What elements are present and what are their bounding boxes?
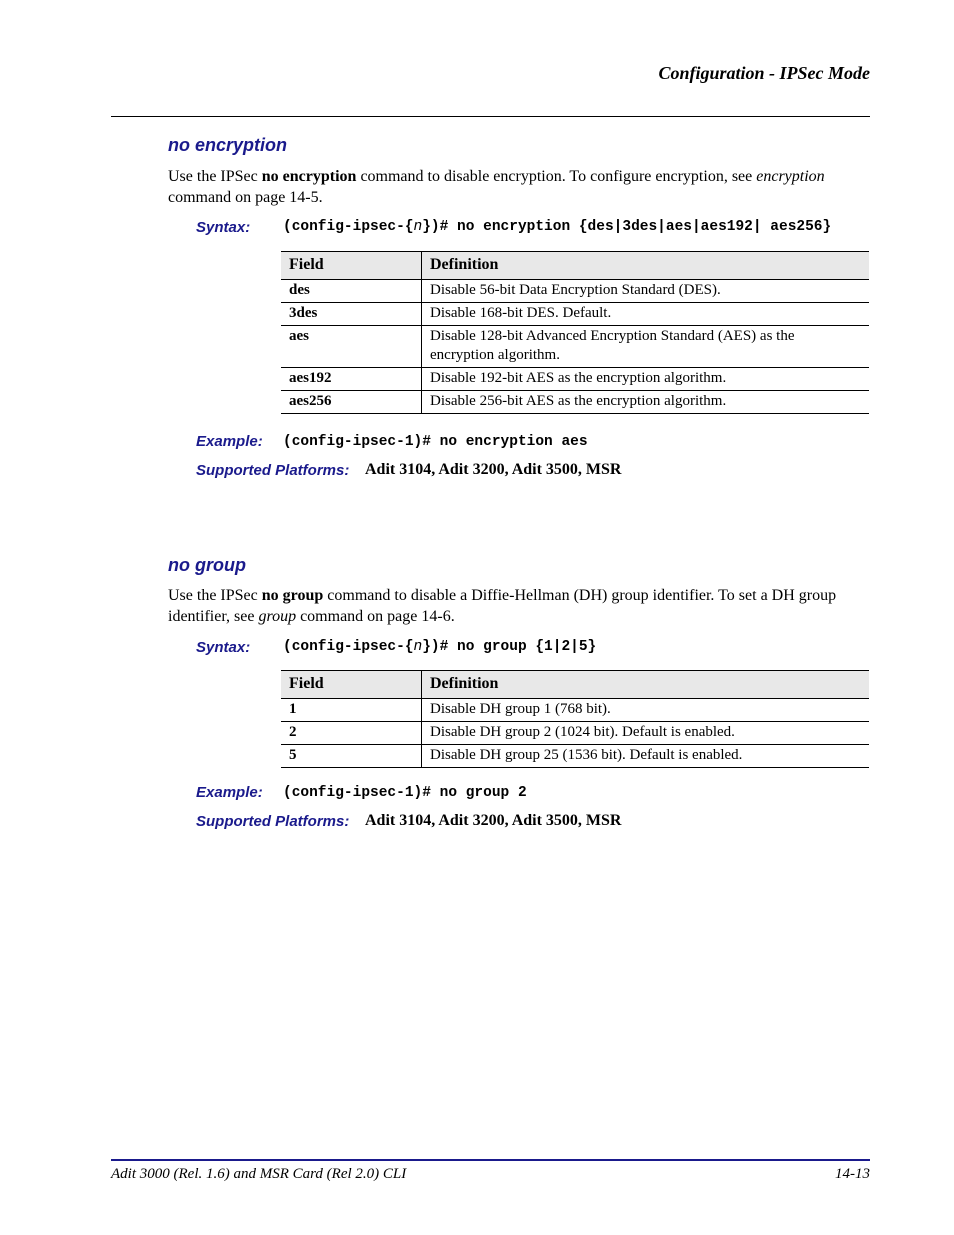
table-header-row [281,671,869,699]
table-cell-field: 5 [281,745,422,768]
intro-text: Use the IPSec [168,168,262,185]
footer-document-title: Adit 3000 (Rel. 1.6) and MSR Card (Rel 2.0) CLI [111,1166,407,1182]
section-title-no-encryption: no encryption [168,135,288,155]
field-definition-table-encryption [281,251,869,414]
table-cell-field: 3des [281,303,422,326]
table-cell-field: 2 [281,722,422,745]
table-cell-field: 1 [281,699,422,722]
platforms-list: Adit 3104, Adit 3200, Adit 3500, MSR [365,461,622,478]
syntax-label: Syntax: [196,219,251,236]
table-cell-definition: Disable 256-bit AES as the encryption algorithm. [422,391,870,414]
table-cell-definition: Disable DH group 1 (768 bit). [422,699,870,722]
table-header-row [281,252,869,280]
running-header-title: Configuration - IPSec Mode [658,63,870,83]
table-cell-field: des [281,280,422,303]
footer-rule [111,1159,870,1161]
syntax-variable: n [413,219,423,235]
syntax-command [283,219,831,235]
intro-text: command on page 14-5. [168,188,323,206]
table-cell-definition: Disable 192-bit AES as the encryption algorithm. [422,368,870,391]
table-cell-definition: Disable 168-bit DES. Default. [422,303,870,326]
syntax-text: (config-ipsec-{ [283,639,414,655]
intro-command: no encryption [261,168,357,185]
table-row [281,699,869,722]
intro-reference: encryption [756,168,825,185]
intro-text: Use the IPSec [168,587,262,604]
syntax-variable: n [413,639,423,655]
syntax-command [283,639,596,655]
section-intro-no-encryption [168,167,870,208]
example-label: Example: [196,433,263,450]
intro-command: no group [261,587,324,604]
section-title-no-group: no group [168,555,246,575]
syntax-label: Syntax: [196,639,251,656]
table-row [281,391,869,414]
table-cell-definition: Disable DH group 2 (1024 bit). Default is enabled. [422,722,870,745]
example-command: (config-ipsec-1)# no group 2 [283,785,527,801]
syntax-text: })# no group {1|2|5} [422,639,597,655]
table-cell-field: aes [281,326,422,368]
table-header-definition: Definition [422,252,870,280]
table-cell-definition: Disable DH group 25 (1536 bit). Default is enabled. [422,745,870,768]
table-cell-field: aes192 [281,368,422,391]
table-row [281,326,869,368]
table-header-field: Field [281,252,422,280]
example-command: (config-ipsec-1)# no encryption aes [283,434,588,450]
platforms-label: Supported Platforms: [196,462,350,479]
table-row [281,745,869,768]
table-header-definition: Definition [422,671,870,699]
header-rule [111,116,870,117]
intro-text: command to disable encryption. To configure encryption, see [356,168,757,185]
platforms-label: Supported Platforms: [196,813,350,830]
intro-reference: group [258,607,297,625]
intro-text: command to disable a Diffie-Hellman (DH) group identifier. To set a DH group identifier, see [168,587,837,625]
intro-text: command on page 14-6. [296,607,455,625]
table-header-field: Field [281,671,422,699]
section-intro-no-group [168,586,870,627]
footer-page-number: 14-13 [835,1166,870,1182]
syntax-text: (config-ipsec-{ [283,219,414,235]
table-cell-definition: Disable 56-bit Data Encryption Standard (DES). [422,280,870,303]
table-row [281,280,869,303]
table-cell-field: aes256 [281,391,422,414]
field-definition-table-group [281,670,869,768]
platforms-list: Adit 3104, Adit 3200, Adit 3500, MSR [365,812,622,829]
table-row [281,303,869,326]
table-row [281,722,869,745]
syntax-text: })# no encryption {des|3des|aes|aes192| aes256} [422,219,832,235]
table-row [281,368,869,391]
table-cell-definition: Disable 128-bit Advanced Encryption Standard (AES) as the encryption algorithm. [422,326,870,368]
example-label: Example: [196,784,263,801]
